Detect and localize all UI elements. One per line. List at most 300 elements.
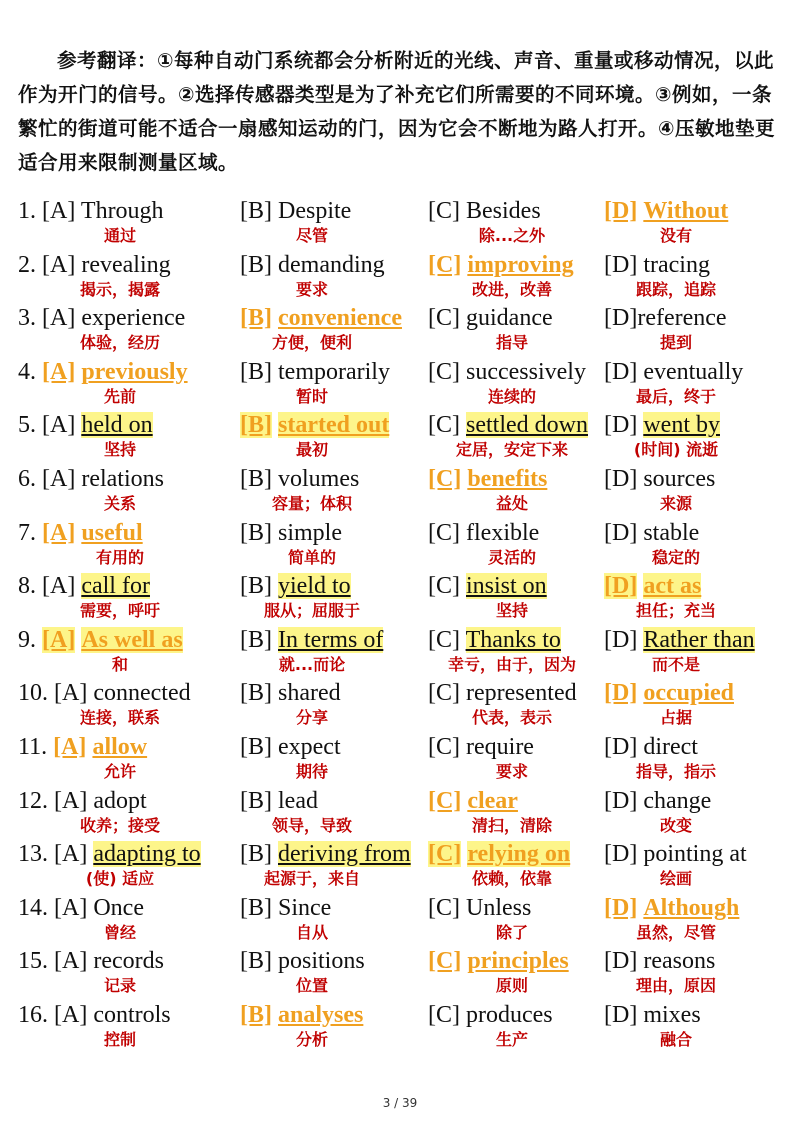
option-line	[428, 625, 608, 655]
option-translation: 服从；屈服于	[263, 601, 360, 621]
question-number: 6.	[18, 465, 36, 492]
option-translation: 担任；充当	[635, 601, 716, 621]
option-letter: [A]	[42, 358, 76, 385]
option-line	[240, 786, 420, 816]
option-translation: 除了	[495, 922, 528, 942]
question-number: 9.	[18, 626, 36, 653]
option-translation: 连续的	[487, 386, 536, 406]
option-line	[18, 250, 198, 280]
option-word: expect	[278, 733, 341, 760]
option-d	[604, 893, 784, 942]
option-a	[18, 518, 198, 567]
option-translation: 依赖，依靠	[471, 869, 552, 889]
option-c	[428, 732, 608, 781]
option-line	[18, 678, 198, 708]
option-line	[18, 893, 198, 923]
option-word: flexible	[466, 519, 540, 546]
option-word: pointing at	[643, 841, 747, 868]
option-letter: [D]	[604, 519, 638, 546]
option-a	[18, 196, 198, 245]
question-number: 15.	[18, 948, 48, 975]
option-line	[604, 732, 784, 762]
option-letter: [D]	[604, 412, 638, 439]
option-letter: [B]	[240, 841, 272, 868]
question-row	[0, 250, 800, 304]
option-word: analyses	[278, 1001, 364, 1028]
option-word: settled down	[466, 412, 588, 439]
option-word: reasons	[643, 948, 716, 975]
option-letter: [D]	[604, 894, 638, 921]
option-a	[18, 410, 198, 460]
option-word: successively	[466, 358, 586, 385]
option-d	[604, 1000, 784, 1049]
option-word: call for	[81, 573, 150, 600]
question-number: 8.	[18, 573, 36, 600]
option-word: As well as	[81, 626, 183, 653]
option-letter: [A]	[54, 787, 88, 814]
option-word: shared	[278, 680, 341, 707]
option-word: Rather than	[643, 626, 755, 653]
option-line	[18, 786, 198, 816]
option-word: occupied	[643, 680, 734, 707]
option-d	[604, 357, 784, 406]
option-translation: 占据	[659, 708, 692, 728]
option-line	[428, 786, 608, 816]
option-line	[240, 410, 420, 440]
option-translation: 理由，原因	[635, 976, 716, 996]
option-c	[428, 196, 608, 245]
option-word: held on	[81, 412, 153, 439]
option-letter: [A]	[54, 1001, 88, 1028]
option-line	[18, 357, 198, 387]
option-b	[240, 678, 420, 728]
option-d	[604, 464, 784, 513]
option-line	[18, 732, 198, 762]
option-b	[240, 303, 420, 353]
option-word: tracing	[643, 251, 710, 278]
option-word: temporarily	[278, 358, 390, 385]
option-line	[240, 839, 420, 869]
option-translation: 改进，改善	[471, 279, 552, 299]
option-translation: 灵活的	[487, 547, 536, 567]
option-translation: (时间) 流逝	[633, 440, 719, 460]
option-line	[604, 518, 784, 548]
option-translation: 和	[111, 654, 128, 674]
question-number: 3.	[18, 305, 36, 332]
option-letter: [D]	[604, 787, 638, 814]
option-line	[604, 1000, 784, 1030]
option-a	[18, 732, 198, 781]
option-word: require	[466, 733, 534, 760]
option-word: reference	[637, 305, 727, 332]
option-letter: [D]	[604, 573, 638, 600]
option-letter: [C]	[428, 412, 460, 439]
question-row	[0, 410, 800, 464]
option-b	[240, 518, 420, 567]
option-translation: 坚持	[103, 440, 136, 460]
option-word: adapting to	[93, 841, 201, 868]
option-c	[428, 839, 608, 889]
option-a	[18, 1000, 198, 1049]
option-letter: [A]	[54, 680, 88, 707]
option-c	[428, 303, 608, 353]
option-line	[18, 571, 198, 601]
option-translation: 最初	[295, 440, 328, 460]
option-b	[240, 625, 420, 674]
option-line	[18, 410, 198, 440]
option-word: Unless	[466, 894, 532, 921]
option-translation: 需要，呼吁	[79, 601, 160, 621]
question-number: 2.	[18, 251, 36, 278]
option-translation: 生产	[495, 1029, 528, 1049]
option-letter: [B]	[240, 948, 272, 975]
option-word: adopt	[93, 787, 147, 814]
option-line	[428, 839, 608, 869]
option-word: previously	[81, 358, 188, 385]
option-line	[18, 303, 198, 333]
question-row	[0, 1000, 800, 1054]
option-a	[18, 786, 198, 835]
option-line	[428, 250, 608, 280]
question-number: 4.	[18, 358, 36, 385]
question-row	[0, 893, 800, 947]
option-translation: 体验，经历	[79, 333, 160, 353]
option-b	[240, 732, 420, 781]
option-b	[240, 1000, 420, 1049]
option-letter: [D]	[604, 626, 638, 653]
option-a	[18, 946, 198, 996]
option-letter: [A]	[42, 412, 76, 439]
question-number: 13.	[18, 841, 48, 868]
option-b	[240, 571, 420, 621]
option-translation: 幸亏，由于，因为	[447, 654, 576, 674]
option-letter: [C]	[428, 680, 460, 707]
option-translation: 代表，表示	[471, 708, 552, 728]
question-row	[0, 303, 800, 357]
option-translation: 虽然，尽管	[635, 922, 716, 942]
option-line	[604, 678, 784, 708]
question-row	[0, 571, 800, 625]
option-word: demanding	[278, 251, 385, 278]
option-word: act as	[643, 573, 702, 600]
option-letter: [C]	[428, 733, 460, 760]
option-word: yield to	[278, 573, 351, 600]
option-line	[240, 571, 420, 601]
option-word: Besides	[466, 198, 541, 224]
option-translation: 绘画	[659, 869, 692, 889]
option-c	[428, 1000, 608, 1049]
option-word: lead	[278, 787, 318, 814]
option-c	[428, 357, 608, 406]
option-word: useful	[81, 519, 143, 546]
option-word: insist on	[466, 573, 547, 600]
option-word: stable	[643, 519, 700, 546]
option-translation: (使) 适应	[85, 869, 155, 889]
option-translation: 来源	[659, 493, 692, 513]
option-line	[604, 410, 784, 440]
option-letter: [A]	[54, 841, 88, 868]
option-translation: 关系	[103, 493, 136, 513]
option-translation: 连接，联系	[79, 708, 160, 728]
option-c	[428, 250, 608, 299]
option-line	[428, 196, 608, 226]
option-translation: 清扫，清除	[471, 815, 552, 835]
option-letter: [C]	[428, 465, 462, 492]
option-word: produces	[466, 1001, 553, 1028]
option-line	[604, 946, 784, 976]
option-word: Without	[643, 198, 729, 224]
option-line	[18, 464, 198, 494]
option-a	[18, 303, 198, 353]
option-line	[428, 410, 608, 440]
option-letter: [D]	[604, 358, 638, 385]
question-number: 14.	[18, 894, 48, 921]
option-word: clear	[467, 787, 518, 814]
option-translation: 稳定的	[651, 547, 700, 567]
option-word: deriving from	[278, 841, 411, 868]
option-word: relying on	[467, 841, 571, 868]
option-line	[18, 839, 201, 869]
option-translation: 要求	[295, 279, 328, 299]
option-letter: [B]	[240, 733, 272, 760]
option-translation: 跟踪，追踪	[635, 279, 716, 299]
option-line	[18, 625, 198, 655]
option-translation: 益处	[495, 493, 528, 513]
option-translation: 尽管	[295, 226, 328, 245]
option-line	[240, 732, 420, 762]
option-translation: 自从	[295, 922, 328, 942]
option-b	[240, 410, 420, 460]
question-number: 10.	[18, 680, 48, 707]
option-word: relations	[81, 465, 164, 492]
option-translation: 分享	[295, 708, 328, 728]
option-word: mixes	[643, 1001, 701, 1028]
question-row	[0, 518, 800, 572]
option-letter: [A]	[42, 305, 76, 332]
option-line	[240, 1000, 420, 1030]
option-d	[604, 786, 784, 835]
option-letter: [B]	[240, 519, 272, 546]
option-line	[18, 196, 198, 226]
option-a	[18, 357, 198, 406]
option-translation: 定居，安定下来	[455, 440, 568, 460]
option-letter: [D]	[604, 841, 638, 868]
page-indicator: 3 / 39	[382, 1096, 418, 1110]
option-translation: 除...之外	[478, 226, 546, 245]
option-word: started out	[278, 412, 390, 439]
option-d	[604, 196, 784, 245]
option-word: direct	[643, 733, 698, 760]
question-number: 16.	[18, 1001, 48, 1028]
option-translation: 暂时	[295, 386, 328, 406]
option-word: benefits	[467, 465, 548, 492]
option-b	[240, 786, 420, 835]
option-c	[428, 625, 608, 674]
reference-translation: 参考翻译：①每种自动门系统都会分析附近的光线、声音、重量或移动情况，以此作为开门的信号。②选择传感器类型是为了补充它们所需要的不同环境。③例如，一条繁忙的街道可能不适合一扇感知运动的门，因为它会不断地为路人打开。④压敏地垫更适合用来限制测量区域。	[18, 49, 776, 174]
option-c	[428, 786, 608, 835]
option-translation: 通过	[103, 226, 136, 245]
option-line	[428, 357, 608, 387]
option-line	[240, 357, 420, 387]
option-letter: [A]	[42, 251, 76, 278]
option-translation: 改变	[659, 815, 692, 835]
option-translation: 没有	[659, 226, 692, 245]
option-word: positions	[278, 948, 365, 975]
option-letter: [D]	[604, 251, 638, 278]
option-translation: 最后，终于	[635, 386, 716, 406]
option-line	[604, 357, 784, 387]
option-letter: [A]	[42, 465, 76, 492]
option-a	[18, 464, 198, 513]
option-word: simple	[278, 519, 342, 546]
option-line	[428, 893, 608, 923]
option-c	[428, 464, 608, 513]
option-word: Although	[643, 894, 740, 921]
option-letter: [A]	[54, 948, 88, 975]
option-a	[18, 893, 198, 942]
option-letter: [D]	[604, 1001, 638, 1028]
option-translation: 记录	[103, 976, 136, 996]
option-b	[240, 196, 420, 245]
option-word: Since	[278, 894, 332, 921]
option-d	[604, 518, 784, 567]
option-translation: 曾经	[103, 922, 136, 942]
option-translation: 允许	[103, 761, 136, 781]
option-word: guidance	[466, 305, 553, 332]
option-word: sources	[643, 465, 716, 492]
option-translation: 先前	[103, 386, 136, 406]
option-b	[240, 839, 420, 889]
option-line	[240, 464, 420, 494]
question-number: 11.	[18, 733, 48, 760]
option-c	[428, 678, 608, 728]
option-line	[240, 518, 420, 548]
option-c	[428, 571, 608, 621]
option-letter: [C]	[428, 519, 460, 546]
option-word: allow	[92, 733, 148, 760]
option-line	[240, 625, 420, 655]
answer-options-table	[0, 196, 800, 1054]
option-line	[240, 893, 420, 923]
option-translation: 简单的	[287, 547, 336, 567]
question-row	[0, 786, 800, 840]
option-letter: [C]	[428, 787, 462, 814]
option-translation: 指导，指示	[635, 761, 716, 781]
option-a	[18, 678, 198, 728]
option-c	[428, 893, 608, 942]
option-line	[428, 571, 608, 601]
option-line	[604, 571, 784, 601]
option-translation: 起源于，来自	[263, 869, 360, 889]
option-translation: 期待	[295, 761, 328, 781]
option-word: change	[643, 787, 712, 814]
option-letter: [B]	[240, 465, 272, 492]
option-line	[18, 518, 198, 548]
option-line	[604, 893, 784, 923]
option-word: In terms of	[278, 626, 384, 653]
option-letter: [A]	[53, 733, 87, 760]
option-d	[604, 410, 784, 460]
option-translation: 就...而论	[278, 654, 346, 674]
option-a	[18, 839, 201, 889]
option-c	[428, 946, 608, 996]
option-letter: [D]	[604, 198, 638, 224]
option-d	[604, 625, 784, 674]
option-translation: 提到	[659, 333, 692, 353]
option-word: eventually	[643, 358, 744, 385]
option-line	[604, 839, 784, 869]
option-line	[240, 250, 420, 280]
option-word: principles	[467, 948, 569, 975]
option-line	[240, 678, 420, 708]
question-row	[0, 678, 800, 732]
option-a	[18, 571, 198, 621]
option-d	[604, 946, 784, 996]
option-b	[240, 464, 420, 513]
option-d	[604, 839, 784, 889]
option-letter: [C]	[428, 198, 460, 224]
option-word: went by	[643, 412, 720, 439]
option-letter: [B]	[240, 198, 272, 224]
question-number: 12.	[18, 787, 48, 814]
option-d	[604, 571, 784, 621]
option-b	[240, 893, 420, 942]
option-d	[604, 732, 784, 781]
option-letter: [C]	[428, 251, 462, 278]
option-letter: [B]	[240, 1001, 272, 1028]
question-number: 7.	[18, 519, 36, 546]
option-letter: [A]	[42, 573, 76, 600]
option-word: convenience	[278, 305, 402, 332]
option-letter: [B]	[240, 412, 272, 439]
option-translation: 有用的	[95, 547, 144, 567]
option-line	[604, 786, 784, 816]
option-d	[604, 303, 784, 353]
option-line	[240, 946, 420, 976]
option-c	[428, 518, 608, 567]
option-word: connected	[93, 680, 191, 707]
question-row	[0, 732, 800, 786]
option-line	[428, 678, 608, 708]
question-row	[0, 357, 800, 411]
question-row	[0, 946, 800, 1000]
option-line	[240, 196, 420, 226]
option-d	[604, 250, 784, 299]
option-line	[604, 303, 784, 333]
option-line	[428, 518, 608, 548]
option-line	[18, 1000, 198, 1030]
option-letter: [D]	[604, 305, 638, 332]
option-line	[428, 464, 608, 494]
option-word: volumes	[278, 465, 360, 492]
option-word: records	[93, 948, 164, 975]
option-translation: 控制	[103, 1029, 136, 1049]
option-b	[240, 357, 420, 406]
option-letter: [D]	[604, 465, 638, 492]
option-c	[428, 410, 608, 460]
option-line	[428, 1000, 608, 1030]
option-line	[428, 946, 608, 976]
option-translation: 领导，导致	[271, 815, 352, 835]
option-letter: [C]	[428, 305, 460, 332]
option-letter: [B]	[240, 305, 272, 332]
question-row	[0, 196, 800, 250]
question-row	[0, 839, 800, 893]
option-translation: 位置	[295, 976, 328, 996]
option-line	[604, 250, 784, 280]
option-translation: 原则	[495, 976, 528, 996]
option-a	[18, 250, 198, 299]
